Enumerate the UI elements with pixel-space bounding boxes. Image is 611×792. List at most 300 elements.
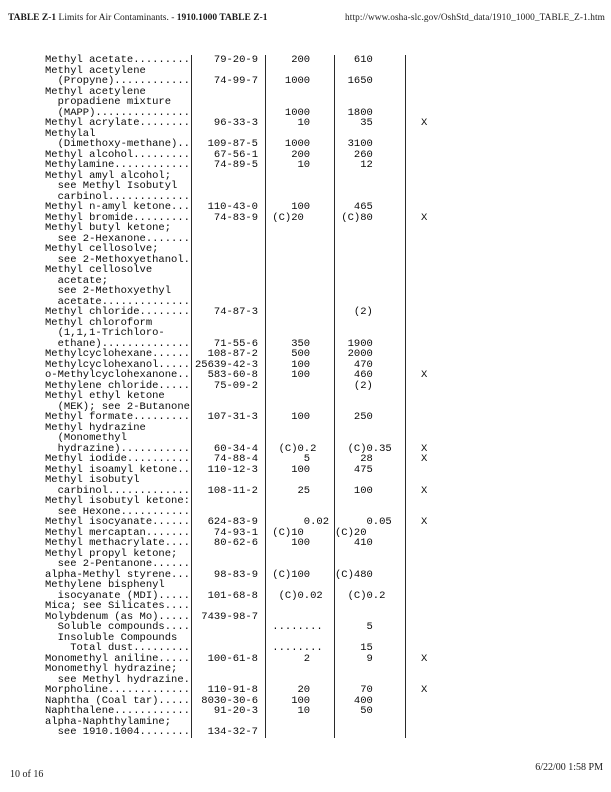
mgm3-cell: (C)480 bbox=[335, 570, 406, 581]
cas-number-cell: 8030-30-6 bbox=[192, 696, 266, 707]
table-row bbox=[45, 76, 461, 87]
cas-number-cell bbox=[192, 265, 266, 276]
cas-number-cell bbox=[192, 97, 266, 108]
table-row bbox=[45, 97, 461, 108]
cas-number-cell: 583-60-8 bbox=[192, 370, 266, 381]
mgm3-cell: 1800 bbox=[335, 108, 406, 119]
skin-designation-cell bbox=[406, 66, 461, 77]
table-row bbox=[45, 118, 461, 129]
skin-designation-cell bbox=[406, 528, 461, 539]
substance-name-cell: hydrazine)........... bbox=[45, 444, 192, 455]
substance-name-cell: Methyl chloroform bbox=[45, 318, 192, 329]
mgm3-cell: 15 bbox=[335, 643, 406, 654]
mgm3-cell bbox=[335, 727, 406, 738]
substance-name-cell: see 2-Hexanone....... bbox=[45, 234, 192, 245]
skin-designation-cell: X bbox=[421, 442, 428, 455]
cas-number-cell: 96-33-3 bbox=[192, 118, 266, 129]
substance-name-cell: Naphthalene............ bbox=[45, 706, 192, 717]
skin-designation-cell bbox=[406, 696, 461, 707]
cas-number-cell bbox=[192, 601, 266, 612]
ppm-cell bbox=[266, 433, 335, 444]
skin-designation-cell bbox=[406, 717, 461, 728]
cas-number-cell bbox=[192, 318, 266, 329]
skin-designation-cell bbox=[406, 675, 461, 686]
skin-designation-cell bbox=[406, 234, 461, 245]
ppm-cell bbox=[266, 265, 335, 276]
cas-number-cell: 74-93-1 bbox=[192, 528, 266, 539]
substance-name-cell: (Propyne)............ bbox=[45, 76, 192, 87]
skin-designation-cell bbox=[406, 591, 461, 602]
cas-number-cell bbox=[192, 286, 266, 297]
skin-designation-cell bbox=[406, 139, 461, 150]
table-row bbox=[45, 538, 461, 549]
skin-designation-cell bbox=[406, 465, 461, 476]
substance-name-cell: Soluble compounds.... bbox=[45, 622, 192, 633]
substance-name-cell: Methylene bisphenyl bbox=[45, 580, 192, 591]
skin-designation-cell bbox=[406, 622, 461, 633]
table-row bbox=[45, 307, 461, 318]
ppm-cell bbox=[266, 244, 335, 255]
substance-name-cell: Monomethyl hydrazine; bbox=[45, 664, 192, 675]
substance-name-cell: Methyl bromide......... bbox=[45, 213, 192, 224]
cas-number-cell: 134-32-7 bbox=[192, 727, 266, 738]
substance-name-cell: Methyl n-amyl ketone... bbox=[45, 202, 192, 213]
mgm3-cell bbox=[335, 244, 406, 255]
substance-name-cell: see 2-Pentanone...... bbox=[45, 559, 192, 570]
substance-name-cell: Methyl propyl ketone; bbox=[45, 549, 192, 560]
skin-designation-cell bbox=[406, 633, 461, 644]
substance-name-cell: Methyl ethyl ketone bbox=[45, 391, 192, 402]
cas-number-cell: 624-83-9 bbox=[192, 517, 266, 528]
skin-designation-cell: X bbox=[421, 117, 428, 129]
ppm-cell: 100 bbox=[266, 412, 335, 423]
skin-designation-cell bbox=[406, 276, 461, 287]
cas-number-cell: 91-20-3 bbox=[192, 706, 266, 717]
substance-name-cell: (MEK); see 2-Butanone bbox=[45, 402, 192, 413]
cas-number-cell bbox=[192, 255, 266, 266]
cas-number-cell: 74-87-3 bbox=[192, 307, 266, 318]
skin-designation-cell bbox=[406, 265, 461, 276]
substance-name-cell: see 2-Methoxyethyl bbox=[45, 286, 192, 297]
skin-designation-cell bbox=[406, 570, 461, 581]
substance-name-cell: acetate; bbox=[45, 276, 192, 287]
cas-number-cell bbox=[192, 276, 266, 287]
table-row bbox=[45, 664, 461, 675]
cas-number-cell bbox=[192, 580, 266, 591]
skin-designation-cell bbox=[406, 549, 461, 560]
skin-designation-cell bbox=[406, 244, 461, 255]
mgm3-cell: 5 bbox=[335, 622, 406, 633]
substance-name-cell: Methyl hydrazine bbox=[45, 423, 192, 434]
mgm3-cell: 610 bbox=[335, 55, 406, 66]
mgm3-cell: 35 bbox=[335, 118, 406, 129]
mgm3-cell bbox=[335, 391, 406, 402]
mgm3-cell bbox=[335, 265, 406, 276]
cas-number-cell bbox=[192, 244, 266, 255]
cas-number-cell bbox=[192, 549, 266, 560]
cas-number-cell: 110-12-3 bbox=[192, 465, 266, 476]
substance-name-cell: see 1910.1004........ bbox=[45, 727, 192, 738]
substance-name-cell: propadiene mixture bbox=[45, 97, 192, 108]
air-contaminants-table bbox=[45, 55, 461, 738]
skin-designation-cell: X bbox=[421, 684, 428, 696]
mgm3-cell bbox=[335, 171, 406, 182]
ppm-cell bbox=[266, 171, 335, 182]
cas-number-cell bbox=[192, 181, 266, 192]
skin-designation-cell bbox=[406, 297, 461, 308]
skin-designation-cell bbox=[406, 150, 461, 161]
mgm3-cell: 70 bbox=[335, 685, 406, 696]
skin-designation-cell bbox=[406, 97, 461, 108]
table-row bbox=[45, 349, 461, 360]
table-row bbox=[45, 685, 461, 696]
skin-designation-cell bbox=[406, 727, 461, 738]
mgm3-cell bbox=[335, 318, 406, 329]
ppm-cell: 10 bbox=[266, 706, 335, 717]
substance-name-cell: Methyl amyl alcohol; bbox=[45, 171, 192, 182]
mgm3-cell: 3100 bbox=[335, 139, 406, 150]
substance-name-cell: see 2-Methoxyethanol. bbox=[45, 255, 192, 266]
cas-number-cell bbox=[192, 475, 266, 486]
skin-designation-cell bbox=[406, 601, 461, 612]
mgm3-cell bbox=[335, 328, 406, 339]
ppm-cell: 20 bbox=[266, 685, 335, 696]
ppm-cell: 1000 bbox=[266, 76, 335, 87]
ppm-cell: 100 bbox=[266, 538, 335, 549]
ppm-cell: 100 bbox=[266, 370, 335, 381]
cas-number-cell bbox=[192, 664, 266, 675]
mgm3-cell: 0.05 bbox=[335, 517, 406, 528]
substance-name-cell: ethane).............. bbox=[45, 339, 192, 350]
mgm3-cell: 410 bbox=[335, 538, 406, 549]
skin-designation-cell bbox=[406, 664, 461, 675]
skin-designation-cell bbox=[406, 108, 461, 119]
skin-designation-cell bbox=[406, 402, 461, 413]
cas-number-cell: 60-34-4 bbox=[192, 444, 266, 455]
substance-name-cell: Methylamine............ bbox=[45, 160, 192, 171]
skin-designation-cell bbox=[406, 643, 461, 654]
substance-name-cell: Naphtha (Coal tar)..... bbox=[45, 696, 192, 707]
page-number: 10 of 16 bbox=[10, 769, 44, 780]
skin-designation-cell: X bbox=[421, 369, 428, 381]
substance-name-cell: isocyanate (MDI)..... bbox=[45, 591, 192, 602]
cas-number-cell: 108-11-2 bbox=[192, 486, 266, 497]
cas-number-cell bbox=[192, 328, 266, 339]
ppm-cell bbox=[266, 391, 335, 402]
skin-designation-cell bbox=[406, 181, 461, 192]
skin-designation-cell bbox=[406, 412, 461, 423]
mgm3-cell: (2) bbox=[335, 307, 406, 318]
substance-name-cell: alpha-Naphthylamine; bbox=[45, 717, 192, 728]
mgm3-cell bbox=[335, 549, 406, 560]
ppm-cell: ........ bbox=[266, 643, 335, 654]
skin-designation-cell bbox=[406, 339, 461, 350]
cas-number-cell bbox=[192, 559, 266, 570]
skin-designation-cell bbox=[406, 360, 461, 371]
ppm-cell: 100 bbox=[266, 360, 335, 371]
mgm3-cell bbox=[335, 255, 406, 266]
mgm3-cell: 1900 bbox=[335, 339, 406, 350]
substance-name-cell: Molybdenum (as Mo)..... bbox=[45, 612, 192, 623]
substance-name-cell: Methyl alcohol......... bbox=[45, 150, 192, 161]
table-row bbox=[45, 433, 461, 444]
mgm3-cell: 470 bbox=[335, 360, 406, 371]
substance-name-cell: Methyl mercaptan....... bbox=[45, 528, 192, 539]
cas-number-cell: 74-88-4 bbox=[192, 454, 266, 465]
mgm3-cell: (C)0.35 bbox=[335, 444, 406, 455]
ppm-cell bbox=[266, 664, 335, 675]
mgm3-cell: (2) bbox=[335, 381, 406, 392]
substance-name-cell: (1,1,1-Trichloro- bbox=[45, 328, 192, 339]
mgm3-cell: 260 bbox=[335, 150, 406, 161]
skin-designation-cell: X bbox=[421, 484, 428, 497]
cas-number-cell bbox=[192, 423, 266, 434]
ppm-cell bbox=[266, 181, 335, 192]
skin-designation-cell bbox=[406, 171, 461, 182]
cas-number-cell: 67-56-1 bbox=[192, 150, 266, 161]
ppm-cell bbox=[266, 717, 335, 728]
mgm3-cell bbox=[335, 181, 406, 192]
mgm3-cell: (C)0.2 bbox=[335, 591, 406, 602]
skin-designation-cell bbox=[406, 433, 461, 444]
substance-name-cell: Total dust......... bbox=[45, 643, 192, 654]
cas-number-cell bbox=[192, 643, 266, 654]
substance-name-cell: carbinol............. bbox=[45, 486, 192, 497]
table-row bbox=[45, 643, 461, 654]
ppm-cell bbox=[266, 549, 335, 560]
skin-designation-cell bbox=[406, 349, 461, 360]
mgm3-cell: 100 bbox=[335, 486, 406, 497]
cas-number-cell bbox=[192, 234, 266, 245]
substance-name-cell: Methyl formate......... bbox=[45, 412, 192, 423]
ppm-cell: 1000 bbox=[266, 139, 335, 150]
table-row bbox=[45, 328, 461, 339]
substance-name-cell: Methyl methacrylate.... bbox=[45, 538, 192, 549]
cas-number-cell bbox=[192, 496, 266, 507]
mgm3-cell: 460 bbox=[335, 370, 406, 381]
skin-designation-cell: X bbox=[421, 516, 428, 528]
substance-name-cell: (MAPP)............... bbox=[45, 108, 192, 119]
skin-designation-cell bbox=[406, 255, 461, 266]
ppm-cell: 10 bbox=[266, 118, 335, 129]
ppm-cell: 100 bbox=[266, 696, 335, 707]
mgm3-cell bbox=[335, 87, 406, 98]
cas-number-cell: 75-09-2 bbox=[192, 381, 266, 392]
document-title-middle: Limits for Air Contaminants. - bbox=[56, 13, 177, 23]
mgm3-cell: 1650 bbox=[335, 76, 406, 87]
ppm-cell bbox=[266, 87, 335, 98]
cas-number-cell: 101-68-8 bbox=[192, 591, 266, 602]
ppm-cell bbox=[266, 580, 335, 591]
table-row bbox=[45, 391, 461, 402]
ppm-cell: ........ bbox=[266, 622, 335, 633]
ppm-cell: 0.02 bbox=[266, 517, 335, 528]
table-row bbox=[45, 454, 461, 465]
ppm-cell bbox=[266, 307, 335, 318]
cas-number-cell bbox=[192, 171, 266, 182]
substance-name-cell: Mica; see Silicates.... bbox=[45, 601, 192, 612]
ppm-cell bbox=[266, 234, 335, 245]
table-row bbox=[45, 202, 461, 213]
table-row bbox=[45, 706, 461, 717]
skin-designation-cell bbox=[406, 475, 461, 486]
ppm-cell: 1000 bbox=[266, 108, 335, 119]
mgm3-cell bbox=[335, 423, 406, 434]
mgm3-cell: 9 bbox=[335, 654, 406, 665]
cas-number-cell: 74-99-7 bbox=[192, 76, 266, 87]
skin-designation-cell bbox=[406, 423, 461, 434]
substance-name-cell: Methyl isocyanate...... bbox=[45, 517, 192, 528]
ppm-cell bbox=[266, 559, 335, 570]
skin-designation-cell bbox=[406, 129, 461, 140]
document-title-bold-right: 1910.1000 TABLE Z-1 bbox=[176, 13, 268, 23]
ppm-cell bbox=[266, 286, 335, 297]
table-row bbox=[45, 496, 461, 507]
substance-name-cell: carbinol............. bbox=[45, 192, 192, 203]
skin-designation-cell bbox=[406, 538, 461, 549]
ppm-cell bbox=[266, 276, 335, 287]
skin-designation-cell bbox=[406, 87, 461, 98]
document-title bbox=[8, 13, 267, 23]
cas-number-cell: 98-83-9 bbox=[192, 570, 266, 581]
ppm-cell: 2 bbox=[266, 654, 335, 665]
cas-number-cell bbox=[192, 433, 266, 444]
ppm-cell: (C)0.2 bbox=[266, 444, 335, 455]
cas-number-cell: 74-89-5 bbox=[192, 160, 266, 171]
table-row bbox=[45, 475, 461, 486]
ppm-cell bbox=[266, 496, 335, 507]
table-row bbox=[45, 139, 461, 150]
mgm3-cell: 28 bbox=[335, 454, 406, 465]
cas-number-cell: 25639-42-3 bbox=[192, 360, 266, 371]
ppm-cell: (C)100 bbox=[266, 570, 335, 581]
table-row bbox=[45, 265, 461, 276]
ppm-cell bbox=[266, 223, 335, 234]
cas-number-cell: 80-62-6 bbox=[192, 538, 266, 549]
ppm-cell: (C)20 bbox=[266, 213, 335, 224]
table-row bbox=[45, 370, 461, 381]
skin-designation-cell bbox=[406, 559, 461, 570]
mgm3-cell bbox=[335, 496, 406, 507]
substance-name-cell: Methylene chloride..... bbox=[45, 381, 192, 392]
substance-name-cell: (Dimethoxy-methane).. bbox=[45, 139, 192, 150]
ppm-cell bbox=[266, 297, 335, 308]
mgm3-cell: 2000 bbox=[335, 349, 406, 360]
skin-designation-cell bbox=[406, 202, 461, 213]
mgm3-cell bbox=[335, 276, 406, 287]
skin-designation-cell bbox=[406, 223, 461, 234]
skin-designation-cell bbox=[406, 307, 461, 318]
mgm3-cell: 475 bbox=[335, 465, 406, 476]
substance-name-cell: Methyl isoamyl ketone.. bbox=[45, 465, 192, 476]
ppm-cell: 350 bbox=[266, 339, 335, 350]
skin-designation-cell bbox=[406, 580, 461, 591]
print-header bbox=[8, 13, 605, 23]
table-row bbox=[45, 181, 461, 192]
table-row bbox=[45, 622, 461, 633]
skin-designation-cell bbox=[406, 55, 461, 66]
mgm3-cell bbox=[335, 223, 406, 234]
ppm-cell: (C)0.02 bbox=[266, 591, 335, 602]
ppm-cell: 500 bbox=[266, 349, 335, 360]
mgm3-cell bbox=[335, 475, 406, 486]
table-row bbox=[45, 223, 461, 234]
table-row bbox=[45, 286, 461, 297]
mgm3-cell: 50 bbox=[335, 706, 406, 717]
cas-number-cell bbox=[192, 622, 266, 633]
table-row bbox=[45, 580, 461, 591]
cas-number-cell: 7439-98-7 bbox=[192, 612, 266, 623]
ppm-cell bbox=[266, 381, 335, 392]
mgm3-cell bbox=[335, 234, 406, 245]
substance-name-cell: see Hexone........... bbox=[45, 507, 192, 518]
mgm3-cell: (C)20 bbox=[335, 528, 406, 539]
substance-name-cell: alpha-Methyl styrene... bbox=[45, 570, 192, 581]
cas-number-cell: 109-87-5 bbox=[192, 139, 266, 150]
ppm-cell bbox=[266, 328, 335, 339]
substance-name-cell: Monomethyl aniline..... bbox=[45, 654, 192, 665]
substance-name-cell: Methyl iodide.......... bbox=[45, 454, 192, 465]
substance-name-cell: Morpholine............. bbox=[45, 685, 192, 696]
cas-number-cell: 71-55-6 bbox=[192, 339, 266, 350]
table-row bbox=[45, 727, 461, 738]
skin-designation-cell: X bbox=[421, 211, 428, 224]
mgm3-cell bbox=[335, 717, 406, 728]
print-datetime: 6/22/00 1:58 PM bbox=[535, 762, 603, 773]
mgm3-cell bbox=[335, 97, 406, 108]
cas-number-cell: 100-61-8 bbox=[192, 654, 266, 665]
cas-number-cell: 79-20-9 bbox=[192, 55, 266, 66]
substance-name-cell: Insoluble Compounds bbox=[45, 633, 192, 644]
substance-name-cell: see Methyl Isobutyl bbox=[45, 181, 192, 192]
substance-name-cell: Methyl acrylate........ bbox=[45, 118, 192, 129]
mgm3-cell: (C)80 bbox=[335, 213, 406, 224]
mgm3-cell bbox=[335, 601, 406, 612]
substance-name-cell: Methyl acetylene bbox=[45, 87, 192, 98]
substance-name-cell: (Monomethyl bbox=[45, 433, 192, 444]
ppm-cell: 5 bbox=[266, 454, 335, 465]
cas-number-cell bbox=[192, 633, 266, 644]
ppm-cell: (C)10 bbox=[266, 528, 335, 539]
skin-designation-cell bbox=[406, 192, 461, 203]
substance-name-cell: Methyl isobutyl ketone: bbox=[45, 496, 192, 507]
substance-name-cell: Methyl acetylene bbox=[45, 66, 192, 77]
skin-designation-cell bbox=[406, 160, 461, 171]
skin-designation-cell bbox=[406, 496, 461, 507]
mgm3-cell: 250 bbox=[335, 412, 406, 423]
cas-number-cell: 108-87-2 bbox=[192, 349, 266, 360]
mgm3-cell bbox=[335, 664, 406, 675]
skin-designation-cell: X bbox=[421, 453, 428, 465]
document-title-bold-left: TABLE Z-1 bbox=[8, 13, 57, 23]
cas-number-cell: 74-83-9 bbox=[192, 213, 266, 224]
substance-name-cell: Methylal bbox=[45, 129, 192, 140]
mgm3-cell bbox=[335, 286, 406, 297]
mgm3-cell: 465 bbox=[335, 202, 406, 213]
ppm-cell bbox=[266, 255, 335, 266]
substance-name-cell: Methyl acetate......... bbox=[45, 55, 192, 66]
mgm3-cell bbox=[335, 433, 406, 444]
ppm-cell bbox=[266, 318, 335, 329]
ppm-cell: 100 bbox=[266, 202, 335, 213]
skin-designation-cell bbox=[406, 381, 461, 392]
mgm3-cell bbox=[335, 580, 406, 591]
skin-designation-cell bbox=[406, 612, 461, 623]
substance-name-cell: Methyl butyl ketone; bbox=[45, 223, 192, 234]
table-row bbox=[45, 559, 461, 570]
ppm-cell bbox=[266, 423, 335, 434]
table-row bbox=[45, 517, 461, 528]
